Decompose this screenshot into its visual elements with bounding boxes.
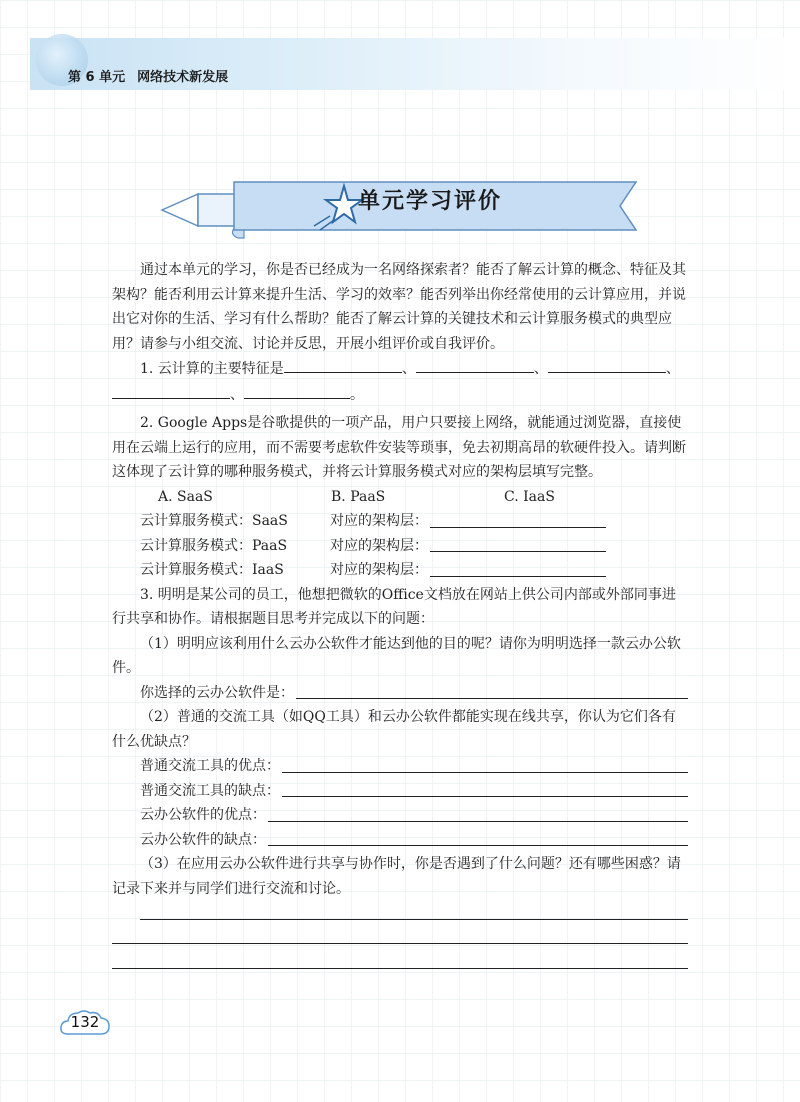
q1-blank-2[interactable] [416, 356, 534, 373]
layer-label: 对应的架构层： [330, 562, 428, 578]
qq-cons-label: 普通交流工具的缺点： [140, 782, 280, 799]
qq-pros-label: 普通交流工具的优点： [140, 758, 280, 774]
question-2-options [112, 485, 688, 510]
cloud-pros-label: 云办公软件的优点： [140, 807, 266, 823]
section-banner [158, 176, 638, 242]
service-row-paas [112, 534, 688, 559]
separator: 、 [533, 361, 548, 377]
q1-blank-3[interactable] [548, 356, 666, 373]
layer-label: 对应的架构层： [330, 513, 428, 529]
option-a: A. SaaS [158, 488, 213, 505]
service-row-saas [112, 509, 688, 534]
question-3: 3. 明明是某公司的员工，他想把微软的Office文档放在网站上供公司内部或外部同事进行共享和协作。请根据题目思考并完成以下的问题： [112, 586, 676, 627]
writing-line-3[interactable] [112, 950, 688, 975]
cloud-pros-field[interactable] [268, 805, 688, 822]
qq-pros-row [112, 754, 688, 779]
separator: 、 [230, 386, 244, 403]
question-1 [112, 356, 688, 407]
unit-label: 第 6 单元 [68, 70, 126, 85]
option-c: C. IaaS [504, 488, 555, 505]
option-b: B. PaaS [331, 488, 386, 505]
question-3-part-1: （1）明明应该利用什么云办公软件才能达到他的目的呢？请你为明明选择一款云办公软件。 [112, 635, 681, 676]
service-label: 云计算服务模式：PaaS [140, 537, 288, 554]
unit-title: 网络技术新发展 [137, 70, 229, 85]
writing-line-1[interactable] [112, 901, 688, 926]
layer-answer-field[interactable] [430, 560, 606, 577]
service-label: 云计算服务模式：IaaS [140, 562, 284, 578]
section-title: 单元学习评价 [358, 189, 503, 214]
qq-cons-row [112, 779, 688, 804]
intro-paragraph: 通过本单元的学习，你是否已经成为一名网络探索者？能否了解云计算的概念、特征及其架构？能否利用云计算来提升生活、学习的效率？能否列举出你经常使用的云计算应用，并说出它对你的生活、学习有什么帮助？能否了解云计算的关键技术和云计算服务模式的典型应用？请参与小组交流、讨论并反思，开展小组评价或自我评价。 [112, 262, 686, 352]
question-2: 2. Google Apps是谷歌提供的一项产品，用户只要接上网络，就能通过浏览器，直接使用在云端上运行的应用，而不需要考虑软件安装等琐事，免去初期高昂的软硬件投入。请判断这体现了云计算的哪种服务模式，并将云计算服务模式对应的架构层填写完整。 [112, 415, 686, 480]
service-row-iaas [112, 558, 688, 583]
q1-blank-4[interactable] [112, 382, 230, 399]
separator: 、 [665, 361, 680, 377]
page-number: 132 [70, 1013, 100, 1031]
period: 。 [350, 386, 364, 403]
software-choice-label: 你选择的云办公软件是： [140, 684, 294, 701]
layer-label: 对应的架构层： [330, 537, 428, 554]
layer-answer-field[interactable] [430, 511, 606, 528]
question-1-text: 1. 云计算的主要特征是 [140, 361, 284, 377]
question-3-part-2: （2）普通的交流工具（如QQ工具）和云办公软件都能实现在线共享，你认为它们各有什么优缺点？ [112, 709, 676, 750]
layer-answer-field[interactable] [430, 535, 606, 552]
q1-blank-5[interactable] [244, 382, 350, 399]
writing-line-2[interactable] [112, 926, 688, 951]
cloud-cons-label: 云办公软件的缺点： [140, 831, 266, 848]
qq-cons-field[interactable] [282, 780, 688, 797]
running-header [68, 66, 228, 85]
qq-pros-field[interactable] [282, 756, 688, 773]
software-choice-row [112, 681, 688, 706]
cloud-cons-field[interactable] [268, 829, 688, 846]
separator: 、 [401, 361, 416, 377]
evaluation-content [112, 258, 688, 975]
cloud-pros-row [112, 803, 688, 828]
service-label: 云计算服务模式：SaaS [140, 513, 288, 529]
cloud-cons-row [112, 828, 688, 853]
software-choice-field[interactable] [296, 682, 688, 699]
q1-blank-1[interactable] [284, 356, 402, 373]
question-3-part-3: （3）在应用云办公软件进行共享与协作时，你是否遇到了什么问题？还有哪些困惑？请记录下来并与同学们进行交流和讨论。 [112, 856, 681, 897]
